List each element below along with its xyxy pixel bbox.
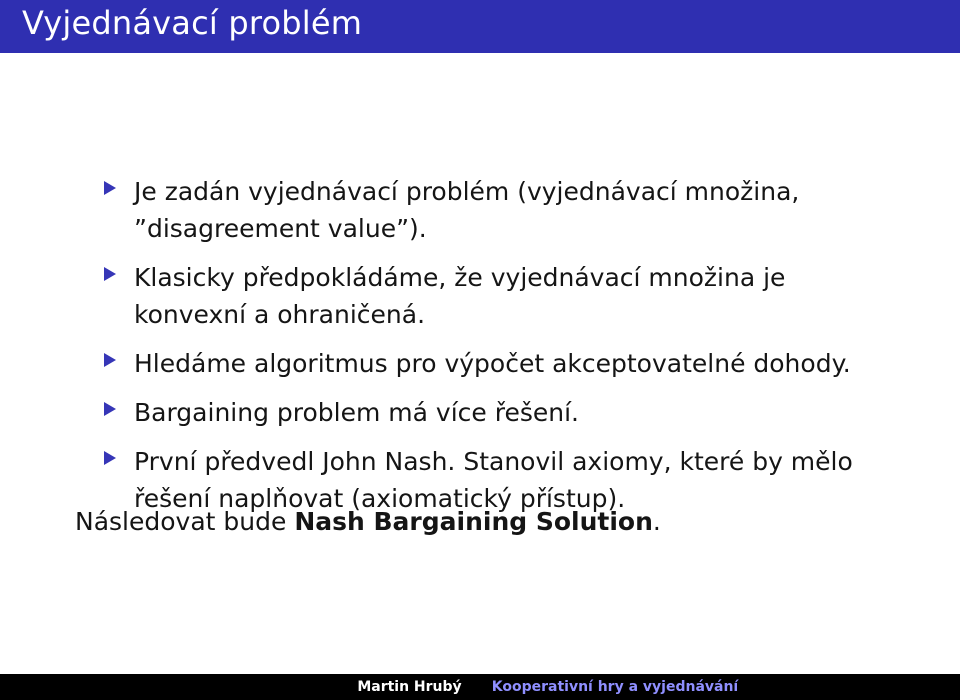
conclusion-suffix: . — [652, 507, 661, 536]
bullet-text: Je zadán vyjednávací problém (vyjednávací množina, ”disagreement value”). — [134, 177, 800, 243]
bullet-text: Klasicky předpokládáme, že vyjednávací množina je konvexní a ohraničená. — [134, 263, 786, 329]
triangle-bullet-icon — [104, 451, 116, 465]
triangle-bullet-icon — [104, 267, 116, 281]
conclusion-prefix: Následovat bude — [75, 507, 295, 536]
bullet-list — [104, 173, 884, 529]
bullet-item — [104, 173, 884, 247]
footer-author: Martin Hrubý — [339, 674, 480, 700]
bullet-text: První předvedl John Nash. Stanovil axiomy, které by mělo řešení naplňovat (axiomatický přístup). — [134, 447, 853, 513]
footer-course: Kooperativní hry a vyjednávání — [480, 674, 750, 700]
bullet-item — [104, 394, 884, 431]
bullet-item — [104, 259, 884, 333]
bullet-text: Bargaining problem má více řešení. — [134, 398, 579, 427]
triangle-bullet-icon — [104, 402, 116, 416]
slide-title: Vyjednávací problém — [22, 4, 363, 42]
bullet-text: Hledáme algoritmus pro výpočet akceptovatelné dohody. — [134, 349, 851, 378]
footer — [0, 674, 960, 700]
triangle-bullet-icon — [104, 353, 116, 367]
conclusion-emphasis: Nash Bargaining Solution — [294, 507, 653, 536]
title-bar — [0, 0, 960, 53]
bullet-item — [104, 345, 884, 382]
conclusion-text — [75, 505, 661, 539]
triangle-bullet-icon — [104, 181, 116, 195]
